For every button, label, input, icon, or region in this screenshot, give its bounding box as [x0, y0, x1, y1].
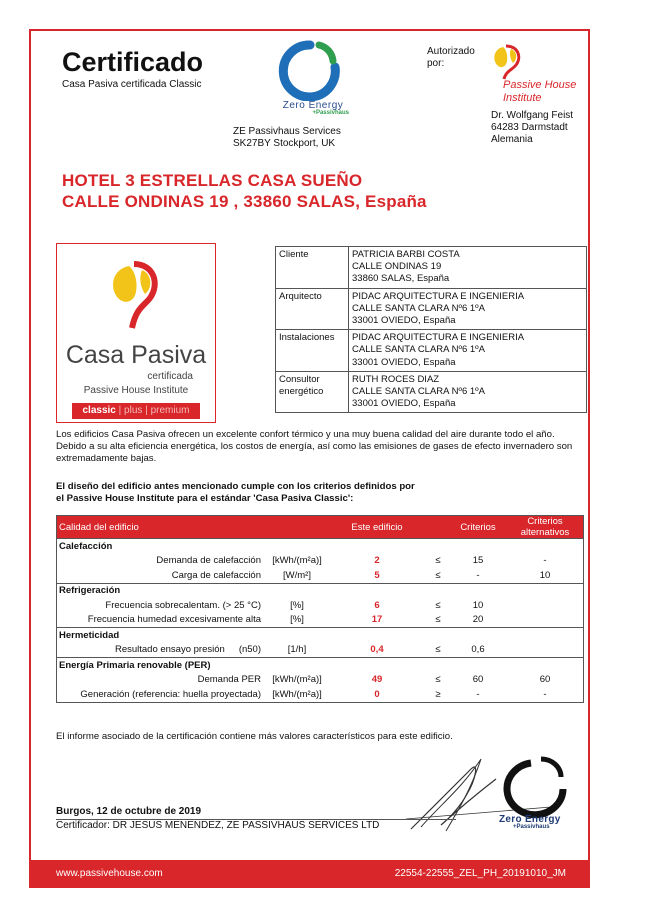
- authorized-by-label: Autorizado por:: [427, 46, 475, 69]
- section-title: Calefacción: [57, 539, 583, 554]
- certificate-subtitle: Casa Pasiva certificada Classic: [62, 79, 202, 90]
- table-row: [276, 330, 587, 372]
- metric-comparator: ≤: [435, 569, 441, 581]
- participant-line: PIDAC ARQUITECTURA E INGENIERIA: [352, 290, 525, 302]
- results-body: [57, 539, 583, 702]
- stamp-subtext: +Passivhaus: [513, 824, 550, 830]
- metric-label: Demanda de calefacción: [156, 555, 261, 567]
- metric-alt-criteria: 60: [539, 674, 551, 686]
- seal-title: Casa Pasiva: [65, 341, 207, 369]
- metric-label-text: Resultado ensayo presión: [114, 644, 225, 656]
- metric-label: Generación (referencia: huella proyectada): [80, 688, 261, 700]
- metric-criteria: -: [476, 569, 480, 581]
- institute-address: [491, 110, 573, 146]
- participant-line: CALLE SANTA CLARA Nº6 1ºA: [352, 302, 485, 314]
- section-title: Energía Primaria renovable (PER): [57, 658, 583, 673]
- header-quality: Calidad del edificio: [57, 516, 327, 539]
- metric-label: [57, 643, 267, 658]
- zero-energy-logo-subtext: +Passivhaus: [312, 110, 349, 116]
- footer-certificate-code: 22554-22555_ZEL_PH_20191010_JM: [394, 868, 566, 879]
- metric-unit: [kWh/(m²a)]: [272, 674, 322, 686]
- certifier-address-line: ZE Passivhaus Services: [233, 126, 341, 137]
- metric-label: Frecuencia sobrecalentam. (> 25 °C): [105, 599, 261, 611]
- header-criteria: Criterios: [449, 516, 507, 539]
- metric-value: 0: [374, 688, 380, 700]
- seal-class-premium: premium: [150, 405, 190, 416]
- metric-unit: [kWh/(m²a)]: [272, 688, 322, 700]
- criteria-statement-line: El diseño del edificio antes mencionado cumple con los criterios definidos por: [56, 481, 415, 492]
- participant-info: [349, 247, 587, 289]
- criteria-statement-line: el Passive House Institute para el estándar 'Casa Pasiva Classic':: [56, 493, 354, 504]
- table-row: [57, 673, 583, 688]
- certifier-address-line: SK27BY Stockport, UK: [233, 138, 336, 149]
- table-row: [57, 598, 583, 613]
- report-note: El informe asociado de la certificación contiene más valores característicos para este edificio.: [56, 731, 453, 742]
- seal-certified-text: certificada: [147, 371, 193, 382]
- participant-line: 33001 OVIEDO, España: [352, 315, 456, 327]
- passive-house-logo-line: Institute: [503, 92, 542, 104]
- passive-house-seal: [56, 243, 216, 423]
- metric-alt-criteria: -: [543, 555, 547, 567]
- participant-line: PATRICIA BARBI COSTA: [352, 249, 460, 260]
- intro-paragraph: Los edificios Casa Pasiva ofrecen un excelente confort térmico y una muy buena calidad del aire durante todo el año. Debido a su alta eficiencia energética, los costos de energía, así como las emisiones de gases de efecto invernadero son extremadamente bajas.: [56, 429, 573, 464]
- zero-energy-logo-icon: [275, 39, 345, 101]
- stamp-text: Zero Energy: [499, 814, 561, 825]
- zero-energy-logo-text: Zero Energy: [282, 100, 344, 111]
- project-participants-table: [275, 246, 587, 413]
- certifier-address: [233, 126, 341, 150]
- participant-line: CALLE SANTA CLARA Nº6 1ºA: [352, 344, 485, 356]
- table-row: [276, 247, 587, 289]
- table-row: [57, 568, 583, 583]
- metric-value: 49: [371, 674, 383, 686]
- certificate-frame: [29, 29, 590, 888]
- section-title: Hermeticidad: [57, 628, 583, 643]
- participant-line: RUTH ROCES DIAZ: [352, 373, 440, 385]
- metric-unit: [1/h]: [287, 644, 307, 656]
- metric-comparator: ≤: [435, 614, 441, 626]
- metric-label: Demanda PER: [197, 674, 261, 686]
- certifier-name: Certificador: DR JESUS MENENDEZ, ZE PASSIVHAUS SERVICES LTD: [56, 820, 380, 831]
- participant-line: CALLE ONDINAS 19: [352, 261, 442, 273]
- footer-website-link[interactable]: www.passivehouse.com: [56, 868, 163, 879]
- metric-comparator: ≤: [435, 674, 441, 686]
- seal-class-plus: plus: [124, 405, 143, 416]
- metric-unit: [kWh/(m²a)]: [272, 555, 322, 567]
- participant-line: 33860 SALAS, España: [352, 273, 450, 285]
- table-row: [57, 643, 583, 658]
- metric-comparator: ≤: [435, 599, 441, 611]
- participant-line: 33001 OVIEDO, España: [352, 356, 456, 368]
- table-row: [276, 288, 587, 330]
- table-header-row: [57, 516, 583, 539]
- participant-info: [349, 371, 587, 413]
- table-section-row: [57, 583, 583, 598]
- participant-role: Arquitecto: [276, 288, 349, 330]
- metric-value: 17: [371, 614, 383, 626]
- metric-criteria: -: [476, 688, 480, 700]
- criteria-statement: [56, 481, 581, 505]
- participant-info: [349, 330, 587, 372]
- building-name: HOTEL 3 ESTRELLAS CASA SUEÑO: [62, 171, 363, 190]
- seal-class-bar: classic | plus | premium: [72, 403, 200, 419]
- institute-address-line: Alemania: [491, 134, 533, 145]
- building-quality-table: [56, 515, 584, 703]
- table-row: [57, 613, 583, 628]
- metric-comparator: ≤: [435, 555, 441, 567]
- footer-bar: [31, 860, 588, 886]
- metric-criteria: 15: [472, 555, 484, 567]
- certificate-title: Certificado: [62, 47, 204, 77]
- passive-house-seal-icon: [102, 258, 162, 338]
- metric-label-subscript: (n50): [238, 644, 261, 656]
- metric-label: Frecuencia humedad excesivamente alta: [87, 614, 261, 626]
- metric-value: 0,4: [370, 644, 384, 656]
- header-spacer: [427, 516, 449, 539]
- seal-class-classic: classic: [82, 405, 116, 416]
- metric-criteria: 10: [472, 599, 484, 611]
- institute-address-line: Dr. Wolfgang Feist: [491, 110, 574, 121]
- metric-unit: [%]: [290, 614, 304, 626]
- participant-role: Instalaciones: [276, 330, 349, 372]
- table-section-row: [57, 628, 583, 643]
- metric-alt-criteria: [507, 643, 583, 658]
- institute-address-line: 64283 Darmstadt: [491, 122, 568, 133]
- table-section-row: [57, 658, 583, 673]
- table-row: [276, 371, 587, 413]
- building-address: CALLE ONDINAS 19 , 33860 SALAS, España: [62, 192, 427, 211]
- header-this-building: Este edificio: [327, 516, 427, 539]
- table-row: [57, 687, 583, 702]
- metric-criteria: 60: [472, 674, 484, 686]
- table-section-row: [57, 539, 583, 554]
- metric-criteria: 20: [472, 614, 484, 626]
- table-row: [57, 554, 583, 569]
- participant-line: CALLE SANTA CLARA Nº6 1ºA: [352, 386, 485, 398]
- metric-value: 5: [374, 569, 380, 581]
- participant-role: Consultor energético: [276, 371, 349, 413]
- signature-date: Burgos, 12 de octubre de 2019: [56, 806, 202, 817]
- metric-comparator: ≤: [435, 644, 441, 656]
- participant-role: Cliente: [276, 247, 349, 289]
- metric-alt-criteria: -: [543, 688, 547, 700]
- participant-line: PIDAC ARQUITECTURA E INGENIERIA: [352, 332, 525, 344]
- metric-unit: [W/m²]: [283, 569, 311, 581]
- section-title: Refrigeración: [57, 583, 583, 598]
- metric-value: 6: [374, 599, 380, 611]
- metric-unit: [%]: [290, 599, 304, 611]
- metric-alt-criteria: [507, 598, 583, 613]
- passive-house-logo-text: [503, 79, 576, 105]
- metric-comparator: ≥: [435, 688, 441, 700]
- metric-value: 2: [374, 555, 380, 567]
- passive-house-logo-line: Passive House: [503, 79, 577, 91]
- metric-alt-criteria: 10: [539, 569, 551, 581]
- participant-info: [349, 288, 587, 330]
- participant-line: 33001 OVIEDO, España: [352, 398, 456, 410]
- metric-alt-criteria: [507, 613, 583, 628]
- metric-criteria: 0,6: [471, 644, 485, 656]
- metric-label: Carga de calefacción: [171, 569, 261, 581]
- header-alt-criteria: Criterios alternativos: [507, 516, 583, 539]
- seal-institute-text: Passive House Institute: [83, 385, 189, 396]
